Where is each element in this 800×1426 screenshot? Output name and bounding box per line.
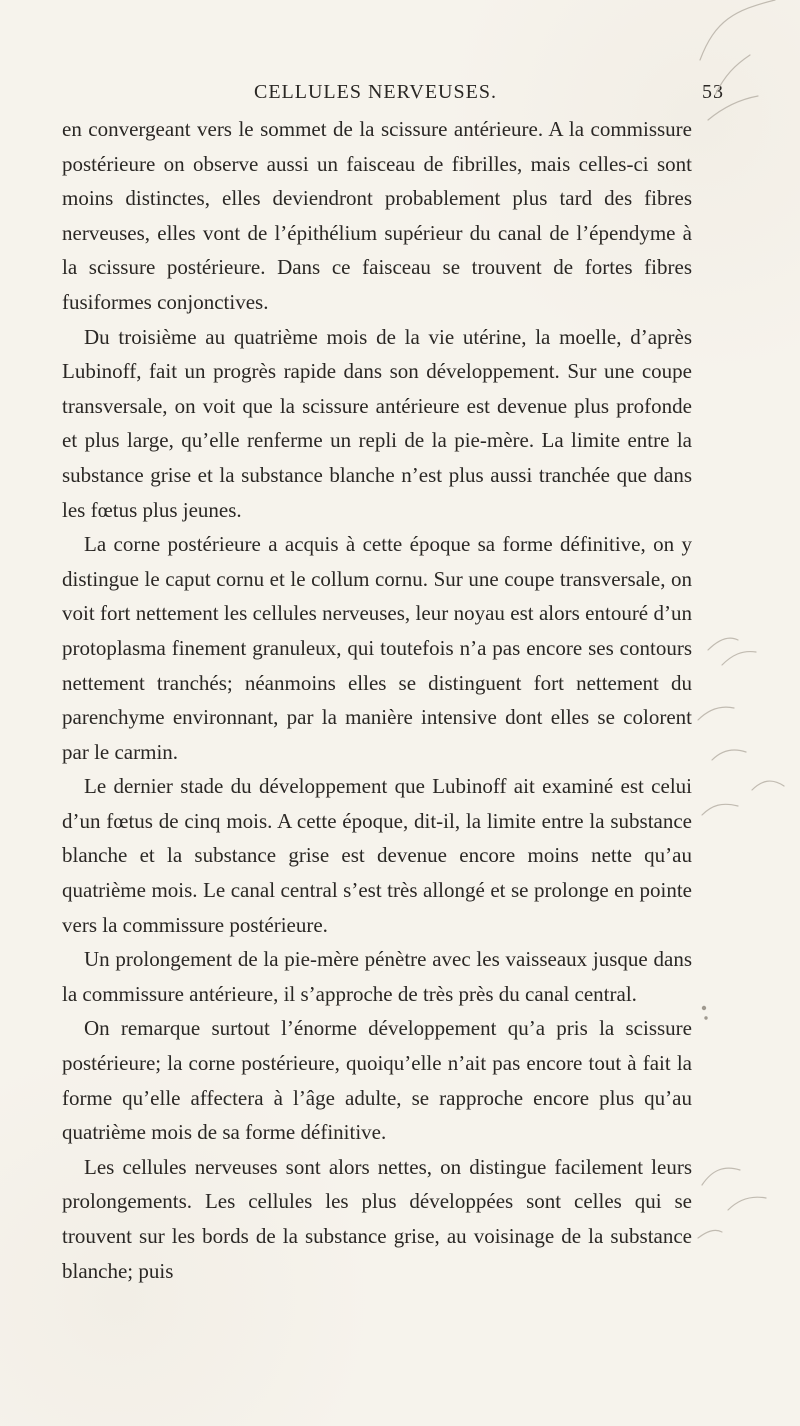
paragraph-2: Du troisième au quatrième mois de la vie utérine, la moelle, d’après Lubinoff, fait un progrès rapide dans son développement. Sur une coupe transversale, on voit que la scissure antérieure est devenue plus profonde et plus large, qu’elle renferme un repli de la pie-mère. La limite entre la substance grise et la substance blanche n’est plus aussi tranchée que dans les fœtus plus jeunes. xyxy=(62,324,692,522)
paragraph-6: On remarque surtout l’énorme développement qu’a pris la scissure postérieure; la corne postérieure, quoiqu’elle n’ait pas encore tout à fait la forme qu’elle affectera à l’âge adulte, se rapproche encore plus qu’au quatrième mois de sa forme définitive. xyxy=(62,1016,692,1145)
body-text xyxy=(62,112,692,1288)
paragraph-7: Les cellules nerveuses sont alors nettes, on distingue facilement leurs prolongements. Les cellules les plus développées sont celles qui se trouvent sur les bords de la substance grise, au voisinage de la substance blanche; puis xyxy=(62,1154,692,1283)
pencil-scribble-icon xyxy=(680,0,800,1426)
page-number: 53 xyxy=(702,81,724,103)
page-header xyxy=(254,81,724,105)
paragraph-3: La corne postérieure a acquis à cette époque sa forme définitive, on y distingue le caput cornu et le collum cornu. Sur une coupe transversale, on voit fort nettement les cellules nerveuses, leur noyau est alors entouré d’un protoplasma finement granuleux, qui toutefois n’a pas encore ses contours nettement tranchés; néanmoins elles se distinguent fort nettement du parenchyme environnant, par la manière intensive dont elles se colorent par le carmin. xyxy=(62,532,692,764)
paragraph-4: Le dernier stade du développement que Lubinoff ait examiné est celui d’un fœtus de cinq mois. A cette époque, dit-il, la limite entre la substance blanche et la substance grise est devenue encore moins nette qu’au quatrième mois. Le canal central s’est très allongé et se prolonge en pointe vers la commissure postérieure. xyxy=(62,774,692,937)
paragraph-1: en convergeant vers le sommet de la scissure antérieure. A la commissure postérieure on observe aussi un faisceau de fibrilles, mais celles-ci sont moins distinctes, elles deviendront probablement plus tard des fibres nerveuses, elles vont de l’épithélium supérieur du canal de l’épendyme à la scissure postérieure. Dans ce faisceau se trouvent de fortes fibres fusiformes conjonctives. xyxy=(62,117,692,314)
running-title: CELLULES NERVEUSES. xyxy=(254,81,497,103)
margin-pencil-marks xyxy=(680,0,800,1426)
paragraph-5: Un prolongement de la pie-mère pénètre avec les vaisseaux jusque dans la commissure antérieure, il s’approche de très près du canal central. xyxy=(62,947,692,1006)
